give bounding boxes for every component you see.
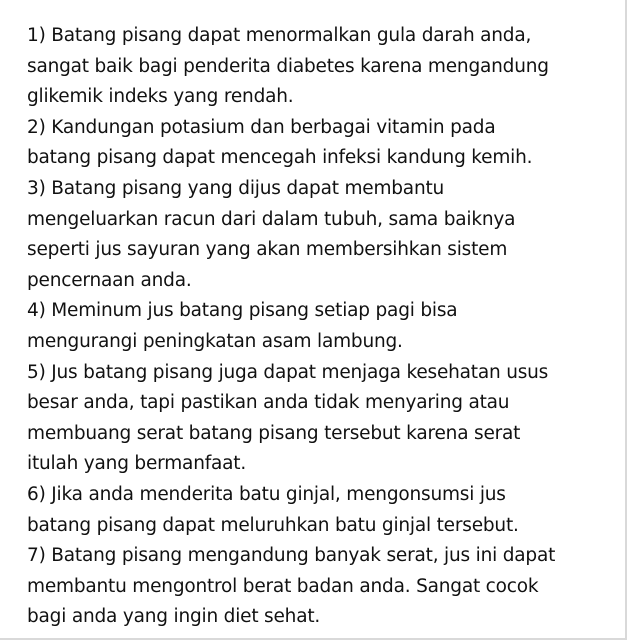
text-line: seperti jus sayuran yang akan membersihkan sistem xyxy=(27,239,508,261)
text-line: bagi anda yang ingin diet sehat. xyxy=(27,606,321,628)
text-line: 7) Batang pisang mengandung banyak serat, jus ini dapat xyxy=(27,545,556,567)
text-line: mengurangi peningkatan asam lambung. xyxy=(27,330,403,352)
text-line: 4) Meminum jus batang pisang setiap pagi bisa xyxy=(27,300,458,322)
text-line: itulah yang bermanfaat. xyxy=(27,453,247,475)
text-line: 1) Batang pisang dapat menormalkan gula darah anda, xyxy=(27,25,532,46)
text-line: sangat baik bagi penderita diabetes karena mengandung xyxy=(27,55,549,77)
text-line: mengeluarkan racun dari dalam tubuh, sama baiknya xyxy=(27,208,516,230)
text-line: besar anda, tapi pastikan anda tidak menyaring atau xyxy=(27,392,510,414)
text-line: 2) Kandungan potasium dan berbagai vitamin pada xyxy=(27,116,496,138)
text-line: 5) Jus batang pisang juga dapat menjaga kesehatan usus xyxy=(27,361,549,383)
text-line: membuang serat batang pisang tersebut karena serat xyxy=(27,422,521,444)
text-line: 3) Batang pisang yang dijus dapat membantu xyxy=(27,177,445,199)
text-line: batang pisang dapat meluruhkan batu ginjal tersebut. xyxy=(27,514,519,536)
text-line: batang pisang dapat mencegah infeksi kandung kemih. xyxy=(27,147,533,169)
text-line: membantu mengontrol berat badan anda. Sangat cocok xyxy=(27,575,539,597)
benefits-text xyxy=(27,21,617,633)
text-line: pencernaan anda. xyxy=(27,269,192,291)
text-line: glikemik indeks yang rendah. xyxy=(27,86,294,108)
text-line: 6) Jika anda menderita batu ginjal, mengonsumsi jus xyxy=(27,483,506,505)
